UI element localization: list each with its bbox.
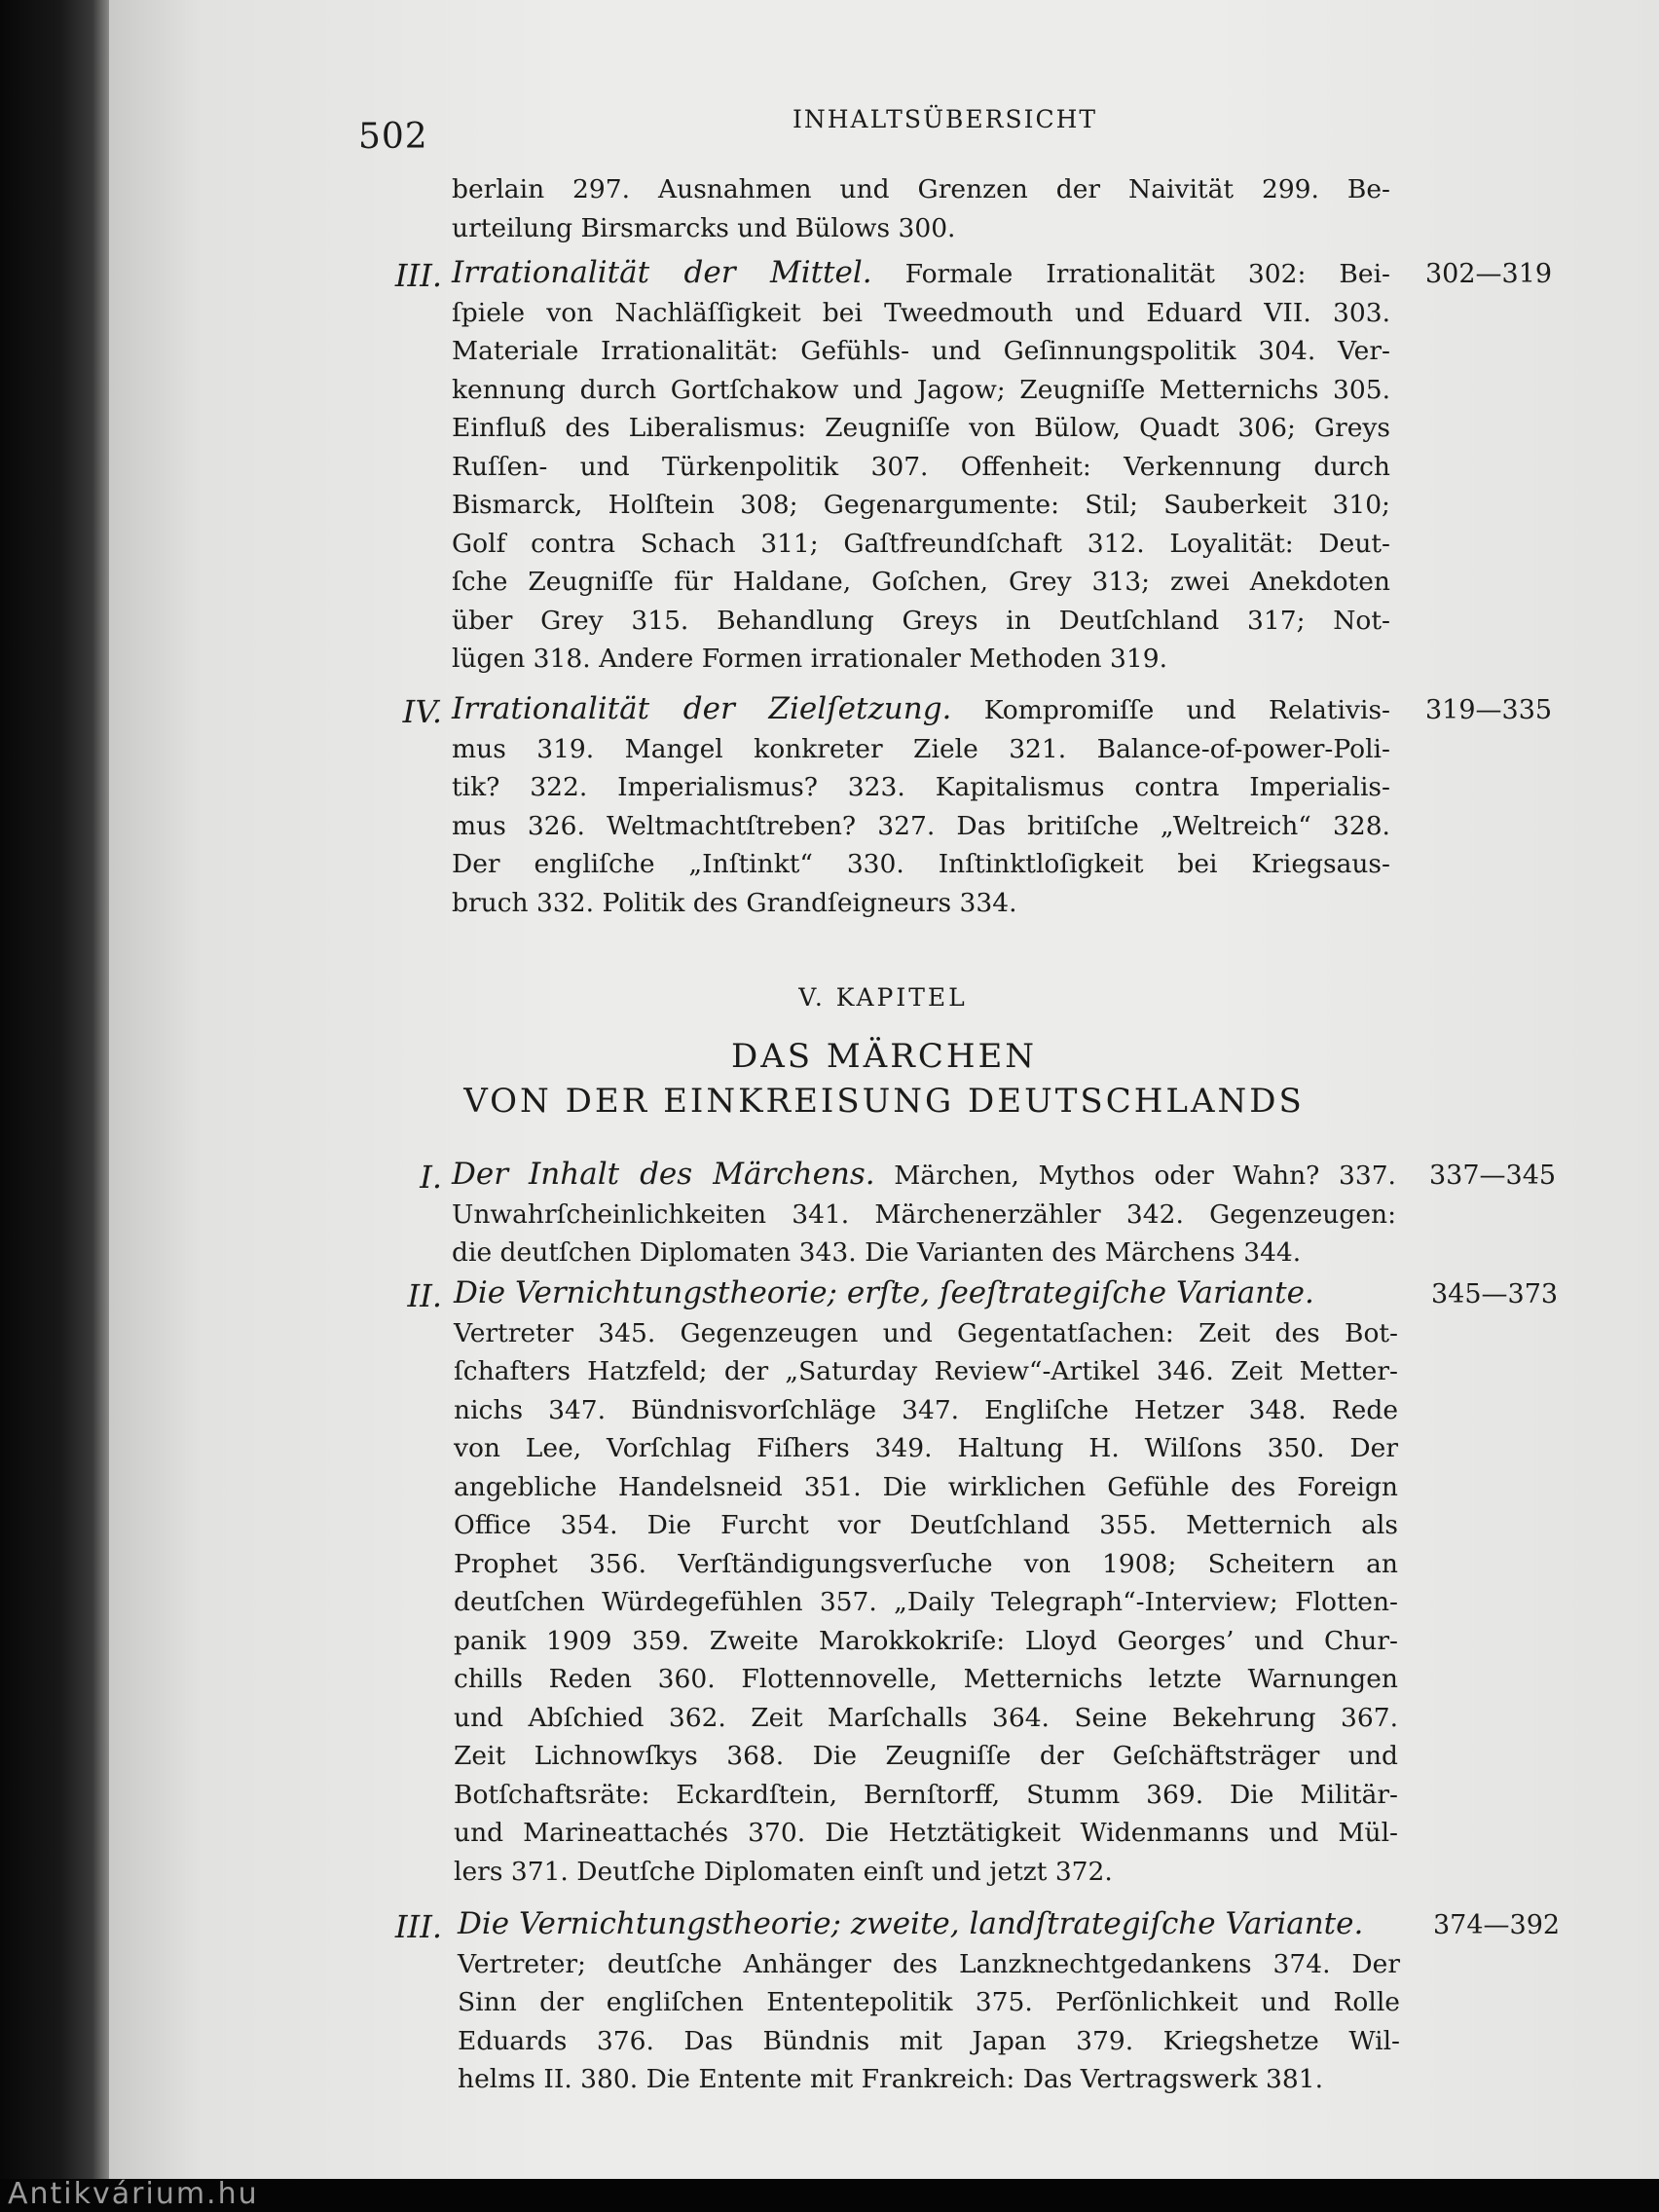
entry-first-line [458, 1905, 1400, 1945]
entry-line: ſchafters Hatzfeld; der „Saturday Review“-Artikel 346. Zeit Metter- [454, 1356, 1398, 1386]
entry-line: Sinn der engliſchen Ententepolitik 375. Perſönlichkeit und Rolle [458, 1987, 1400, 2017]
entry-line: angebliche Handelsneid 351. Die wirklichen Gefühle des Foreign [454, 1471, 1398, 1502]
entry-line: Materiale Irrationalität: Gefühls- und Geſinnungspolitik 304. Ver- [452, 336, 1390, 366]
entry-page-range: 374—392 [1433, 1910, 1561, 1940]
entry-line: chills Reden 360. Flottennovelle, Metternichs letzte Warnungen [454, 1664, 1398, 1694]
entry-line: mus 326. Weltmachtſtreben? 327. Das britiſche „Weltreich“ 328. [452, 810, 1390, 841]
entry-page-range: 337—345 [1429, 1161, 1557, 1191]
entry-page-range: 302—319 [1425, 259, 1553, 289]
entry-roman-numeral: III. [394, 1908, 442, 1945]
entry-first-line [452, 254, 1390, 294]
entry-line: berlain 297. Ausnahmen und Grenzen der Naivität 299. Be- [452, 174, 1390, 204]
entry-line: Unwahrſcheinlichkeiten 341. Märchenerzähler 342. Gegenzeugen: [452, 1198, 1396, 1230]
entry-line: Bismarck, Holſtein 308; Gegenargumente: Stil; Sauberkeit 310; [452, 490, 1390, 520]
watermark: Antikvárium.hu [8, 2177, 259, 2211]
entry-line: panik 1909 359. Zweite Marokkokriſe: Lloyd Georges’ und Chur- [454, 1625, 1398, 1656]
entry-line: lers 371. Deutſche Diplomaten einſt und jetzt 372. [454, 1856, 1113, 1887]
toc-entry-inhalt [452, 1156, 1396, 1272]
chapter-title-line2: VON DER EINKREISUNG DEUTSCHLANDS [463, 1082, 1305, 1121]
entry-line: und Marineattachés 370. Die Hetztätigkeit Widenmanns und Mül- [454, 1818, 1398, 1848]
toc-entry-erste-variante [454, 1274, 1398, 1891]
entry-line: bruch 332. Politik des Grandſeigneurs 334. [452, 887, 1017, 918]
toc-entry-mittel [452, 254, 1390, 679]
entry-line: kennung durch Gortſchakow und Jagow; Zeugniſſe Metternichs 305. [452, 374, 1390, 405]
entry-line: Botſchaftsräte: Eckardſtein, Bernſtorff, Stumm 369. Die Militär- [454, 1779, 1398, 1810]
entry-line: Zeit Lichnowſkys 368. Die Zeugniſſe der Geſchäftsträger und [454, 1741, 1398, 1771]
entry-first-rest: Kompromiſſe und Relativis- [983, 695, 1390, 725]
toc-entry-continuation [452, 170, 1390, 247]
entry-line: über Grey 315. Behandlung Greys in Deutſchland 317; Not- [452, 605, 1390, 636]
entry-line: ſche Zeugniſſe für Haldane, Goſchen, Grey 313; zwei Anekdoten [452, 567, 1390, 597]
entry-line: Office 354. Die Furcht vor Deutſchland 355. Metternich als [454, 1510, 1398, 1540]
entry-roman-numeral: III. [394, 257, 442, 294]
entry-line: von Lee, Vorſchlag Fiſhers 349. Haltung H. Wilſons 350. Der [454, 1433, 1398, 1463]
entry-line: Prophet 356. Verſtändigungsverſuche von 1908; Scheitern an [454, 1548, 1398, 1579]
entry-line: Vertreter 345. Gegenzeugen und Gegentatſachen: Zeit des Bot- [454, 1317, 1398, 1348]
toc-entry-zielsetzung [452, 690, 1390, 922]
entry-first-line [452, 690, 1390, 730]
page-number: 502 [358, 117, 428, 157]
entry-first-line [452, 1156, 1396, 1196]
entry-first-line [454, 1274, 1398, 1314]
entry-roman-numeral: I. [420, 1159, 442, 1196]
entry-title: Die Vernichtungstheorie; erſte, ſeeſtrategiſche Variante. [454, 1275, 1314, 1310]
entry-title: Die Vernichtungstheorie; zweite, landſtrategiſche Variante. [458, 1906, 1364, 1941]
page-header [0, 105, 1659, 157]
entry-line: und Abſchied 362. Zeit Marſchalls 364. Seine Bekehrung 367. [454, 1702, 1398, 1733]
entry-line: deutſchen Würdegefühlen 357. „Daily Telegraph“-Interview; Flotten- [454, 1587, 1398, 1617]
chapter-title-line1: DAS MÄRCHEN [730, 1037, 1038, 1076]
entry-line: helms II. 380. Die Entente mit Frankreich: Das Vertragswerk 381. [458, 2064, 1324, 2094]
entry-line: mus 319. Mangel konkreter Ziele 321. Balance-of-power-Poli- [452, 733, 1390, 764]
entry-first-rest: Formale Irrationalität 302: Bei- [904, 259, 1390, 289]
entry-line: tik? 322. Imperialismus? 323. Kapitalismus contra Imperialis- [452, 772, 1390, 802]
entry-title: Der Inhalt des Märchens. [452, 1157, 875, 1192]
entry-page-range: 319—335 [1425, 695, 1553, 725]
entry-line: Einfluß des Liberalismus: Zeugniſſe von Bülow, Quadt 306; Greys [452, 413, 1390, 443]
toc-entry-zweite-variante [458, 1905, 1400, 2099]
entry-page-range: 345—373 [1431, 1279, 1559, 1309]
chapter-label: V. KAPITEL [798, 983, 968, 1012]
entry-line: nichs 347. Bündnisvorſchläge 347. Engliſche Hetzer 348. Rede [454, 1394, 1398, 1425]
entry-line: lügen 318. Andere Formen irrationaler Methoden 319. [452, 644, 1168, 674]
entry-title: Irrationalität der Zielſetzung. [452, 691, 952, 726]
entry-line: Der engliſche „Inſtinkt“ 330. Inſtinktloſigkeit bei Kriegsaus- [452, 849, 1390, 879]
entry-line: ſpiele von Nachläſſigkeit bei Tweedmouth und Eduard VII. 303. [452, 297, 1390, 328]
entry-line: Vertreter; deutſche Anhänger des Lanzknechtgedankens 374. Der [458, 1948, 1400, 1979]
entry-line: urteilung Birsmarcks und Bülows 300. [452, 212, 956, 243]
entry-line: Eduards 376. Das Bündnis mit Japan 379. Kriegshetze Wil- [458, 2025, 1400, 2056]
entry-title: Irrationalität der Mittel. [452, 255, 872, 290]
entry-roman-numeral: IV. [402, 693, 442, 730]
entry-first-rest: Märchen, Mythos oder Wahn? 337. [894, 1161, 1396, 1191]
running-head: INHALTSÜBERSICHT [793, 105, 1098, 133]
entry-line: Ruſſen- und Türkenpolitik 307. Offenheit: Verkennung durch [452, 451, 1390, 482]
entry-line: Golf contra Schach 311; Gaſtfreundſchaft 312. Loyalität: Deut- [452, 528, 1390, 559]
entry-roman-numeral: II. [407, 1277, 442, 1314]
entry-line: die deutſchen Diplomaten 343. Die Varianten des Märchens 344. [452, 1237, 1302, 1268]
